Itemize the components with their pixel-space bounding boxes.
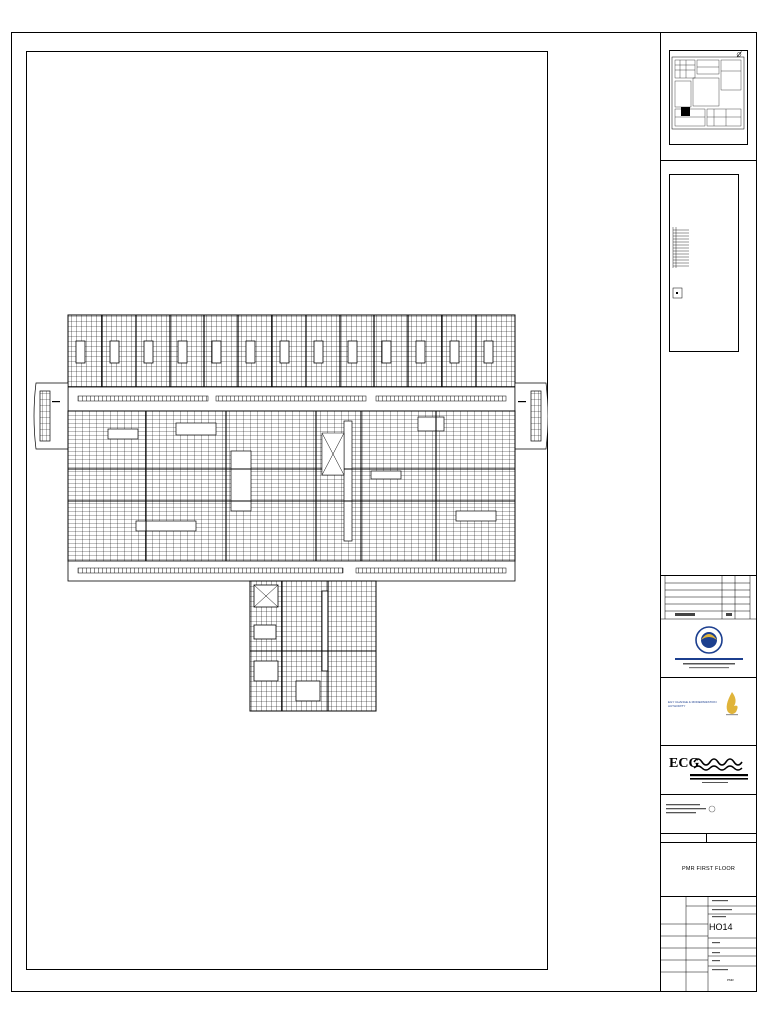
revision-table xyxy=(660,575,757,620)
eagle-emblem-icon xyxy=(665,620,753,676)
north-wing xyxy=(68,315,515,387)
client-name: EGY CHANGE & MODERNIZATION AUTHORITY xyxy=(668,700,717,708)
east-stair-tower xyxy=(515,383,548,449)
flame-emblem-icon xyxy=(722,690,742,718)
main-corridor xyxy=(68,387,515,411)
key-plan-box xyxy=(669,50,748,145)
tb-rule xyxy=(660,833,757,834)
light-well-hatch xyxy=(322,433,344,475)
key-plan-drawing xyxy=(670,51,747,144)
west-stair-tower xyxy=(34,383,68,449)
tb-rule xyxy=(660,794,757,795)
consultant-logo-script xyxy=(690,752,748,788)
tb-rule xyxy=(660,160,757,161)
project-name-block xyxy=(664,800,754,830)
floor-plan-drawing xyxy=(26,51,548,970)
legend-drawing xyxy=(670,175,738,351)
north-arrow-icon xyxy=(737,52,742,58)
key-plan-highlight xyxy=(681,107,690,116)
sheet-info-grid xyxy=(660,896,757,992)
tb-rule xyxy=(706,833,707,842)
drawing-title: PMR FIRST FLOOR xyxy=(681,866,735,872)
footer-code: PMR xyxy=(727,978,734,982)
south-corridor xyxy=(68,561,515,581)
south-wing xyxy=(250,581,376,711)
consultant-logo: ECG xyxy=(669,756,700,771)
legend-box xyxy=(669,174,739,352)
central-block xyxy=(68,411,515,561)
tb-rule xyxy=(660,842,757,843)
tb-rule xyxy=(660,677,757,678)
tb-rule xyxy=(660,745,757,746)
sheet-number: HO14 xyxy=(709,922,733,932)
